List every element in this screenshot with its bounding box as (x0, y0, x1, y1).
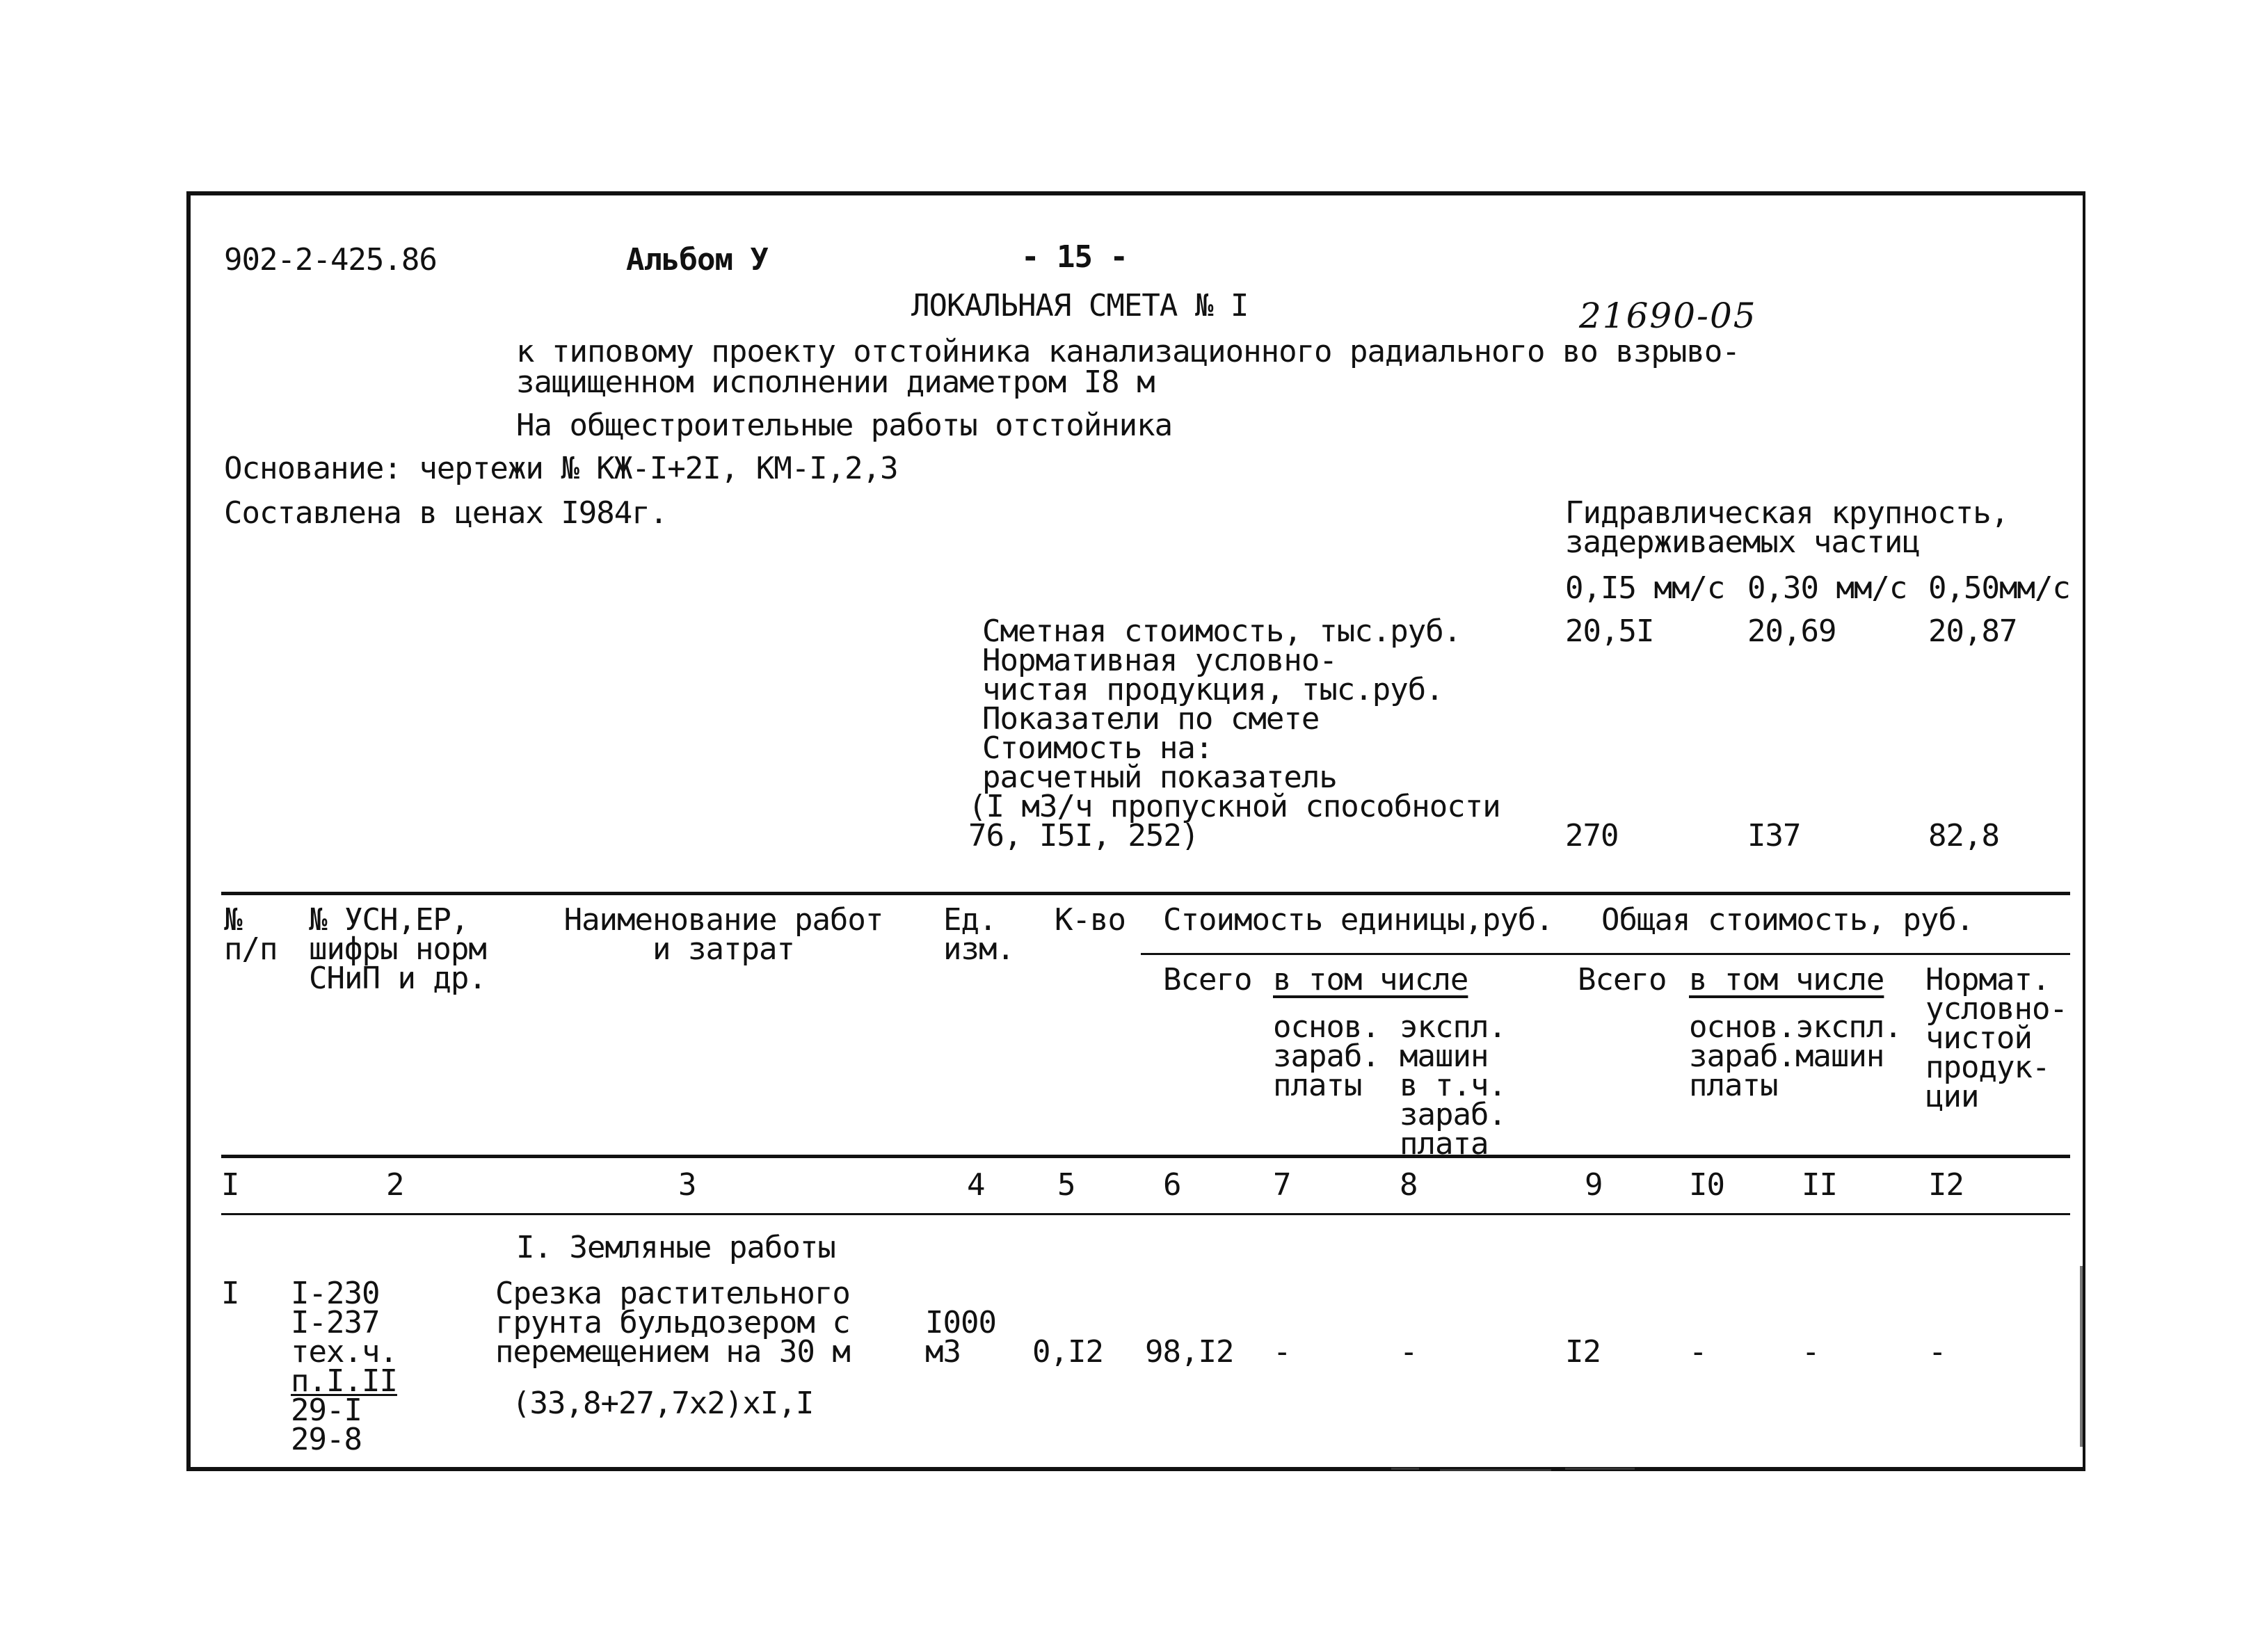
prices-line: Составлена в ценах I984г. (224, 495, 668, 531)
row1-num: I (221, 1276, 239, 1311)
col-number-5: 5 (1057, 1167, 1075, 1203)
cost-value-1: 20,5I (1565, 614, 1654, 649)
hydraulic-col-3: 0,50мм/с (1928, 570, 2070, 606)
col-header-unit: Ед. изм. (943, 902, 1014, 967)
row1-code-5: 29-I (291, 1393, 362, 1428)
col-number-3: 3 (678, 1167, 696, 1203)
row1-code-6: 29-8 (291, 1422, 362, 1457)
col-header-total-all-2: Всего (1578, 962, 1667, 997)
col-header-total-all: Всего (1163, 962, 1252, 997)
indicator-line-1: Сметная стоимость, тыс.руб. (982, 614, 1461, 649)
indicator-line-6: расчетный показатель (982, 760, 1337, 795)
indicator-line-4: Показатели по смете (982, 701, 1320, 737)
col-header-unit-cost: Стоимость единицы,руб. (1163, 902, 1553, 938)
subtitle-line1: к типовому проекту отстойника канализационного радиального во взрыво- (516, 334, 1740, 369)
cost-value-2: 20,69 (1747, 614, 1836, 649)
col-number-11: II (1802, 1167, 1837, 1203)
basis-line: Основание: чертежи № КЖ-I+2I, КМ-I,2,3 (224, 451, 898, 486)
section-title: I. Земляные работы (516, 1230, 835, 1265)
scan-mark (1391, 1468, 1419, 1470)
row1-name-3: перемещением на 30 м (495, 1334, 850, 1370)
column-numbers-rule (221, 1213, 2070, 1215)
row1-name-1: Срезка растительного (495, 1276, 850, 1311)
col-header-total-cost: Общая стоимость, руб. (1601, 902, 1974, 938)
hydraulic-heading-1: Гидравлическая крупность, (1565, 495, 2009, 531)
row1-unit-2: м3 (925, 1334, 961, 1370)
row1-code-4: п.I.II (291, 1363, 397, 1399)
page-number: - 15 - (1021, 239, 1128, 275)
row1-norm-output: - (1928, 1334, 1946, 1370)
indicator-line-5: Стоимость на: (982, 730, 1213, 766)
hydraulic-heading-2: задерживаемых частиц (1565, 524, 1920, 560)
col-number-6: 6 (1163, 1167, 1181, 1203)
col-header-incl: в том числе (1273, 962, 1468, 997)
col-header-incl-2: в том числе (1689, 962, 1884, 997)
col-header-qty: К-во (1055, 902, 1126, 938)
col-header-wage: основ. зараб. платы (1273, 1009, 1379, 1103)
col-number-2: 2 (386, 1167, 404, 1203)
row1-unit-wage: - (1273, 1334, 1291, 1370)
row1-qty: 0,I2 (1032, 1334, 1103, 1370)
col-number-1: I (221, 1167, 239, 1203)
header-sub-rule (1141, 953, 2070, 955)
scan-mark (2080, 1266, 2083, 1447)
col-header-name: Наименование работ и затрат (563, 902, 883, 967)
indicator-value-2: I37 (1747, 818, 1801, 853)
col-header-num: № п/п (224, 902, 278, 967)
row1-code-1: I-230 (291, 1276, 380, 1311)
scan-mark (1565, 1468, 1635, 1470)
indicator-line-2: Нормативная условно- (982, 643, 1337, 678)
col-number-4: 4 (967, 1167, 985, 1203)
col-header-machine: экспл. машин в т.ч. зараб. плата (1400, 1009, 1506, 1162)
row1-code-3: тех.ч. (291, 1334, 397, 1370)
album-label: Альбом У (626, 242, 768, 278)
col-header-wage-machine-2: основ.экспл. зараб.машин платы (1689, 1009, 1902, 1103)
row1-total-machine: - (1802, 1334, 1820, 1370)
col-number-12: I2 (1928, 1167, 1964, 1203)
indicator-line-3: чистая продукция, тыс.руб. (982, 672, 1443, 707)
indicator-line-7: (I м3/ч пропускной способности (968, 789, 1500, 824)
scan-mark (1440, 1469, 1551, 1471)
row1-formula: (33,8+27,7х2)хI,I (512, 1386, 814, 1421)
header-bottom-rule (221, 1155, 2070, 1158)
row1-total-wage: - (1689, 1334, 1707, 1370)
row1-name-2: грунта бульдозером с (495, 1305, 850, 1340)
col-number-8: 8 (1400, 1167, 1418, 1203)
hydraulic-col-2: 0,30 мм/с (1747, 570, 1907, 606)
indicator-value-1: 270 (1565, 818, 1619, 853)
subtitle-line2: защищенном исполнении диаметром I8 м (516, 364, 1155, 400)
col-header-norm: Нормат. условно- чистой продук- ции (1925, 962, 2067, 1114)
col-header-code: № УСН,ЕР, шифры норм СНиП и др. (309, 902, 486, 996)
row1-unit-total: 98,I2 (1145, 1334, 1234, 1370)
indicator-value-3: 82,8 (1928, 818, 1999, 853)
col-number-9: 9 (1585, 1167, 1603, 1203)
hydraulic-col-1: 0,I5 мм/с (1565, 570, 1725, 606)
indicator-line-8: 76, I5I, 252) (968, 818, 1199, 853)
document-title: ЛОКАЛЬНАЯ СМЕТА № I (911, 288, 1249, 323)
cost-value-3: 20,87 (1928, 614, 2017, 649)
col-number-10: I0 (1689, 1167, 1724, 1203)
works-line: На общестроительные работы отстойника (516, 408, 1173, 443)
table-top-rule (221, 892, 2070, 895)
row1-total: I2 (1565, 1334, 1601, 1370)
row1-unit-1: I000 (925, 1305, 996, 1340)
row1-code-2: I-237 (291, 1305, 380, 1340)
col-number-7: 7 (1273, 1167, 1291, 1203)
doc-code: 902-2-425.86 (224, 242, 437, 278)
row1-unit-machine: - (1400, 1334, 1418, 1370)
handwritten-stamp: 21690-05 (1579, 296, 1757, 336)
